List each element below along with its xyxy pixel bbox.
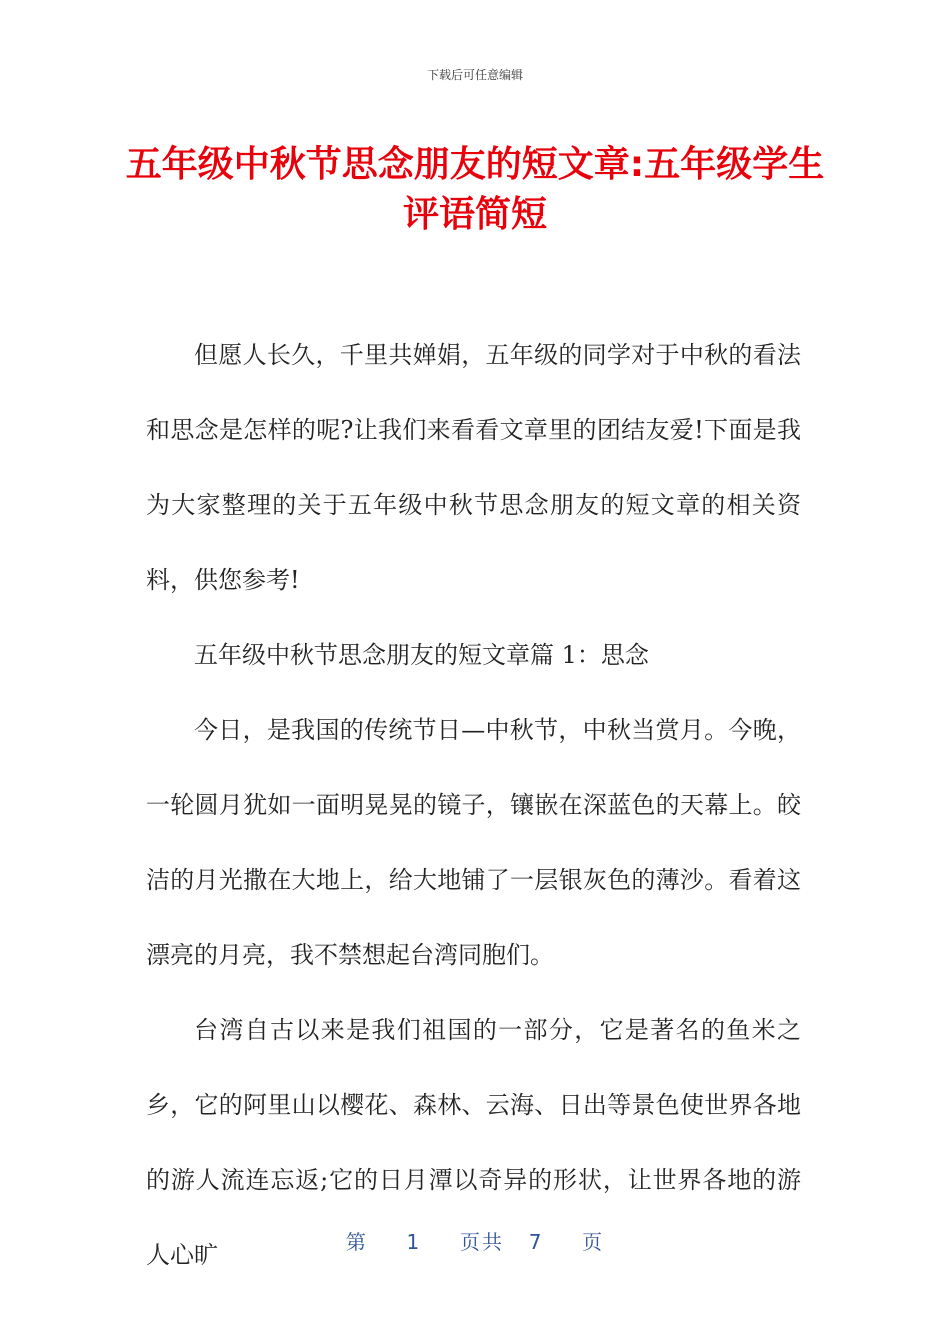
header-note: 下载后可任意编辑 — [426, 68, 523, 82]
document-body — [146, 318, 801, 1293]
footer-total-pages: 7 — [528, 1230, 544, 1254]
footer-prefix: 第 — [345, 1230, 368, 1254]
paragraph-section-heading: 五年级中秋节思念朋友的短文章篇 1：思念 — [194, 641, 649, 669]
footer-mid: 页共 — [460, 1230, 504, 1254]
paragraph-taiwan: 台湾自古以来是我们祖国的一部分，它是著名的鱼米之乡，它的阿里山以樱花、森林、云海、日出等景色使世界各地的游人流连忘返;它的日月潭以奇异的形状，让世界各地的游人心旷 — [146, 1016, 801, 1269]
paragraph-mid-autumn: 今日，是我国的传统节日—中秋节，中秋当赏月。今晚，一轮圆月犹如一面明晃晃的镜子，镶嵌在深蓝色的天幕上。皎洁的月光撒在大地上，给大地铺了一层银灰色的薄沙。看着这漂亮的月亮，我不禁想起台湾同胞们。 — [146, 716, 801, 969]
paragraph-intro: 但愿人长久，千里共婵娟，五年级的同学对于中秋的看法和思念是怎样的呢?让我们来看看文章里的团结友爱!下面是我为大家整理的关于五年级中秋节思念朋友的短文章的相关资料，供您参考! — [146, 341, 801, 594]
page-footer — [0, 1226, 950, 1255]
footer-current-page: 1 — [406, 1230, 422, 1254]
footer-suffix: 页 — [582, 1230, 605, 1254]
document-title: 五年级中秋节思念朋友的短文章:五年级学生评语简短 — [125, 144, 825, 235]
